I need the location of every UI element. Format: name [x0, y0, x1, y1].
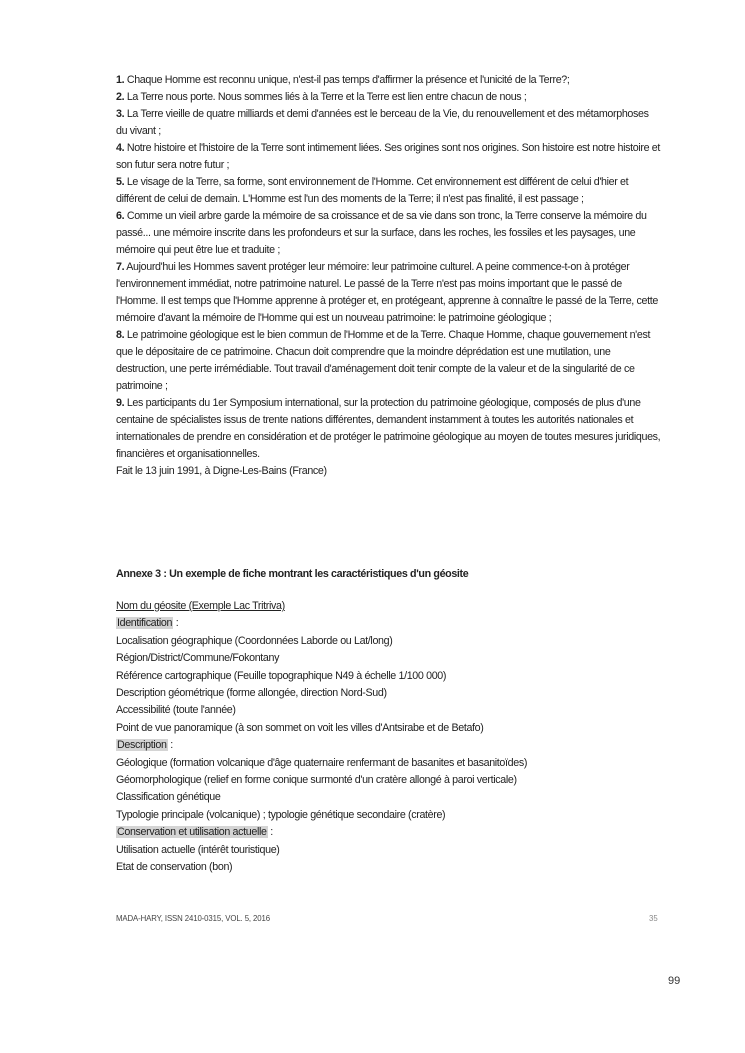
- article-number: 2.: [116, 91, 125, 103]
- article-item: [116, 208, 661, 259]
- article-number: 6.: [116, 210, 125, 222]
- section-heading-conservation: [116, 824, 676, 841]
- geosite-name-line: [116, 598, 676, 615]
- closing-line: [116, 463, 661, 480]
- sheet-item: Accessibilité (toute l'année): [116, 704, 236, 717]
- article-text: Le patrimoine géologique est le bien commun de l'Homme et de la Terre. Chaque Homme, chaque gouvernement n'est que le dépositaire de ce patrimoine. Chacun doit comprendre que la moindre déprédation est une mutilation, une destruction, une perte irrémédiable. Tout travail d'aménagement doit tenir compte de la valeur et de la singularité de ce patrimoine ;: [116, 329, 651, 392]
- heading-colon: :: [173, 617, 179, 630]
- article-number: 4.: [116, 142, 125, 154]
- sheet-item: Géologique (formation volcanique d'âge quaternaire renfermant de basanites et basanitoïdes): [116, 756, 528, 769]
- sheet-item: Géomorphologique (relief en forme conique surmonté d'un cratère allongé à paroi verticale): [116, 774, 517, 787]
- identification-heading: Identification: [117, 617, 173, 630]
- footer-page: 35: [649, 914, 658, 923]
- article-text: Chaque Homme est reconnu unique, n'est-il pas temps d'affirmer la présence et l'unicité de la Terre?;: [124, 74, 570, 86]
- geosite-sheet: [116, 598, 676, 877]
- article-item: [116, 327, 661, 395]
- section-heading-description: [116, 737, 676, 754]
- article-text: Les participants du 1er Symposium international, sur la protection du patrimoine géologique, composés de plus d'une centaine de spécialistes issus de trente nations différentes, demandent instamment à toutes les autorités nationales et internationales de prendre en considération et de protéger le patrimoine géologique au moyen de toutes mesures juridiques, financières et organisationnelles.: [116, 397, 661, 460]
- article-item: [116, 72, 661, 89]
- article-number: 8.: [116, 329, 125, 341]
- sheet-item: Etat de conservation (bon): [116, 861, 233, 874]
- article-text: Comme un vieil arbre garde la mémoire de sa croissance et de sa vie dans son tronc, la Terre conserve la mémoire du passé... une mémoire inscrite dans les profondeurs et sur la surface, dans les roches, les fossiles et les paysages, une mémoire qui peut être lue et traduite ;: [116, 210, 647, 256]
- article-item: [116, 89, 661, 106]
- section-heading-identification: [116, 615, 676, 632]
- geosite-name: Nom du géosite (Exemple Lac Tritriva): [116, 600, 285, 612]
- footer-journal: MADA-HARY, ISSN 2410-0315, VOL. 5, 2016: [116, 914, 271, 923]
- article-number: 3.: [116, 108, 125, 120]
- article-item: [116, 259, 661, 327]
- article-number: 9.: [116, 397, 125, 409]
- description-heading: Description: [117, 739, 167, 752]
- sheet-item: Typologie principale (volcanique) ; typologie génétique secondaire (cratère): [116, 808, 446, 821]
- article-text: Le visage de la Terre, sa forme, sont environnement de l'Homme. Cet environnement est différent de celui d'hier et différent de celui de demain. L'Homme est l'un des moments de la Terre; il n'est pas finalité, il est passage ;: [116, 176, 629, 205]
- closing-text: Fait le 13 juin 1991, à Digne-Les-Bains (France): [116, 465, 327, 477]
- sheet-item: Point de vue panoramique (à son sommet on voit les villes d'Antsirabe et de Betafo): [116, 721, 484, 734]
- article-item: [116, 106, 661, 140]
- article-text: Aujourd'hui les Hommes savent protéger leur mémoire: leur patrimoine culturel. A peine commence-t-on à protéger l'environnement immédiat, notre patrimoine naturel. Le passé de la Terre n'est pas moins important que le passé de l'Homme. Il est temps que l'Homme apprenne à protéger et, en protégeant, apprenne à connaître le passé de la Terre, cette mémoire d'avant la mémoire de l'Homme qui est un nouveau patrimoine: le patrimoine géologique ;: [116, 261, 658, 324]
- charter-articles: [116, 72, 661, 480]
- sheet-item: Référence cartographique (Feuille topographique N49 à échelle 1/100 000): [116, 669, 447, 682]
- article-number: 5.: [116, 176, 125, 188]
- page-number: 99: [668, 975, 681, 987]
- sheet-item: Utilisation actuelle (intérêt touristique): [116, 843, 280, 856]
- article-item: [116, 140, 661, 174]
- sheet-item: Région/District/Commune/Fokontany: [116, 652, 280, 665]
- article-text: Notre histoire et l'histoire de la Terre sont intimement liées. Ses origines sont nos origines. Son histoire est notre histoire et son futur sera notre futur ;: [116, 142, 660, 171]
- article-item: [116, 174, 661, 208]
- article-text: La Terre nous porte. Nous sommes liés à la Terre et la Terre est lien entre chacun de nous ;: [124, 91, 527, 103]
- annex-title: Annexe 3 : Un exemple de fiche montrant les caractéristiques d'un géosite: [116, 568, 469, 580]
- heading-colon: :: [167, 739, 173, 752]
- heading-colon: :: [267, 826, 273, 839]
- article-item: [116, 395, 661, 463]
- conservation-heading: Conservation et utilisation actuelle: [117, 826, 267, 839]
- article-text: La Terre vieille de quatre milliards et demi d'années est le berceau de la Vie, du renouvellement et des métamorphoses du vivant ;: [116, 108, 649, 137]
- sheet-item: Description géométrique (forme allongée, direction Nord-Sud): [116, 687, 387, 700]
- sheet-item: Classification génétique: [116, 791, 221, 804]
- sheet-item: Localisation géographique (Coordonnées Laborde ou Lat/long): [116, 634, 393, 647]
- article-number: 7.: [116, 261, 125, 273]
- article-number: 1.: [116, 74, 125, 86]
